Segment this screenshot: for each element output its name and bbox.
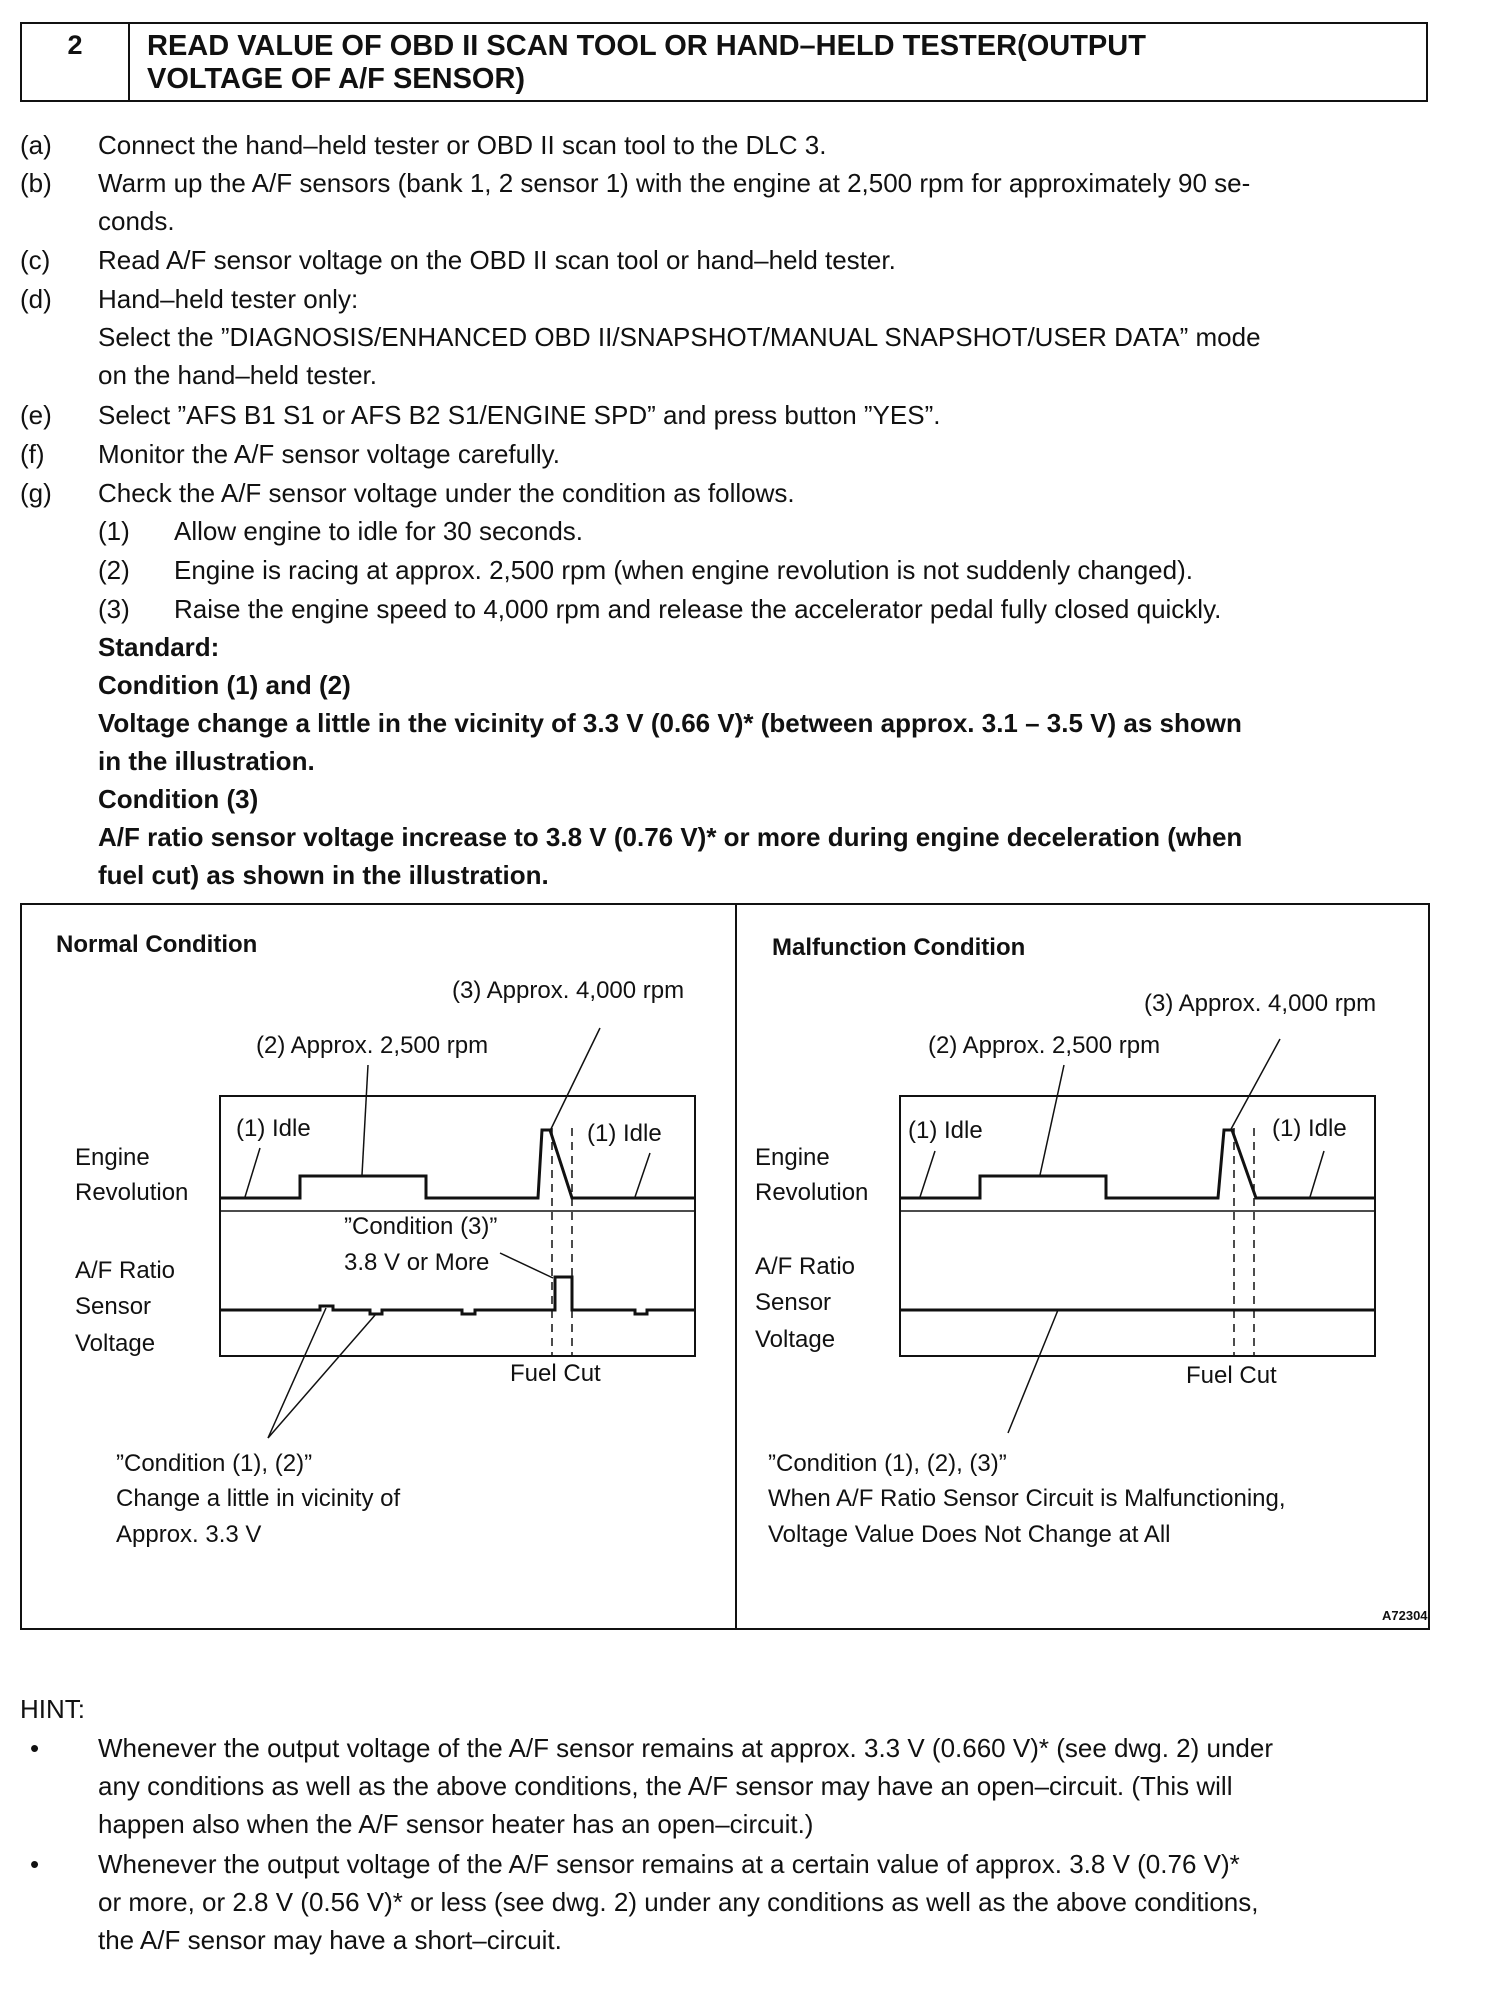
- normal-voltage-trace: [220, 1277, 695, 1314]
- normal-idle-left: (1) Idle: [236, 1115, 311, 1142]
- malfunction-panel: [755, 934, 1428, 1623]
- malfunction-leader-voltage: [1008, 1310, 1058, 1433]
- normal-label-2500: (2) Approx. 2,500 rpm: [256, 1032, 489, 1059]
- normal-afr-label-3: Voltage: [75, 1330, 156, 1357]
- normal-panel: [56, 931, 695, 1548]
- figure-code: A72304: [1382, 1608, 1428, 1623]
- malfunction-leader-2500: [1040, 1065, 1064, 1175]
- normal-leader-cond1: [268, 1308, 326, 1438]
- malfunction-leader-idle-left: [920, 1151, 935, 1197]
- cond12-heading: Condition (1) and (2): [98, 670, 351, 700]
- section-title: READ VALUE OF OBD II SCAN TOOL OR HAND–HELD TESTER(OUTPUT VOLTAGE OF A/F SENSOR): [147, 30, 1146, 95]
- bullet-dot: •: [30, 1733, 40, 1763]
- normal-fuel-cut-label: Fuel Cut: [510, 1360, 601, 1387]
- section-number: 2: [22, 24, 130, 100]
- malfunction-note-3: Voltage Value Does Not Change at All: [768, 1521, 1171, 1548]
- standard-block: Standard: Condition (1) and (2) Voltage change a little in the vicinity of 3.3 V (0.66 V)* (between approx. 3.1 – 3.5 V) as shown in the illustration. Condition (3) A/F ratio sensor voltage increase to 3.8 V (0.76 V)* or more during engine deceleration (when fuel cut) as shown in the illustration.: [98, 628, 1433, 894]
- standard-heading: Standard:: [98, 632, 220, 662]
- bullet-dot: •: [30, 1849, 40, 1879]
- malfunction-note-2: When A/F Ratio Sensor Circuit is Malfunctioning,: [768, 1485, 1286, 1512]
- malfunction-engine-label-1: Engine: [755, 1144, 830, 1171]
- normal-label-4000: (3) Approx. 4,000 rpm: [452, 977, 685, 1004]
- normal-leader-2500: [362, 1065, 368, 1175]
- malfunction-afr-label-3: Voltage: [755, 1326, 836, 1353]
- normal-afr-label-2: Sensor: [75, 1293, 152, 1320]
- normal-idle-right: (1) Idle: [587, 1120, 662, 1147]
- malfunction-title: Malfunction Condition: [772, 934, 1026, 961]
- normal-note-2: Change a little in vicinity of: [116, 1485, 401, 1512]
- normal-cond3-label-1: ”Condition (3)”: [344, 1213, 498, 1240]
- normal-cond3-label-2: 3.8 V or More: [344, 1249, 490, 1276]
- af-sensor-figure: [20, 903, 1430, 1630]
- normal-afr-label-1: A/F Ratio: [75, 1257, 176, 1284]
- normal-leader-4000: [550, 1028, 600, 1131]
- malfunction-note-1: ”Condition (1), (2), (3)”: [768, 1450, 1007, 1477]
- normal-note-3: Approx. 3.3 V: [116, 1521, 262, 1548]
- malfunction-idle-left: (1) Idle: [908, 1117, 983, 1144]
- normal-leader-cond3: [500, 1253, 553, 1278]
- malfunction-idle-right: (1) Idle: [1272, 1115, 1347, 1142]
- normal-title: Normal Condition: [56, 931, 258, 958]
- normal-engine-label-1: Engine: [75, 1144, 150, 1171]
- section-header: [20, 22, 1428, 102]
- normal-engine-label-2: Revolution: [75, 1179, 189, 1206]
- malfunction-label-4000: (3) Approx. 4,000 rpm: [1144, 990, 1377, 1017]
- malfunction-afr-label-2: Sensor: [755, 1289, 832, 1316]
- malfunction-engine-label-2: Revolution: [755, 1179, 869, 1206]
- cond3-heading: Condition (3): [98, 784, 259, 814]
- normal-leader-cond2: [268, 1314, 376, 1438]
- malfunction-leader-idle-right: [1310, 1151, 1324, 1197]
- normal-leader-idle-left: [245, 1148, 260, 1197]
- malfunction-afr-label-1: A/F Ratio: [755, 1253, 856, 1280]
- normal-leader-idle-right: [635, 1153, 650, 1197]
- malfunction-label-2500: (2) Approx. 2,500 rpm: [928, 1032, 1161, 1059]
- malfunction-fuel-cut-label: Fuel Cut: [1186, 1362, 1277, 1389]
- normal-note-1: ”Condition (1), (2)”: [116, 1450, 313, 1477]
- hint-heading: HINT:: [20, 1694, 85, 1724]
